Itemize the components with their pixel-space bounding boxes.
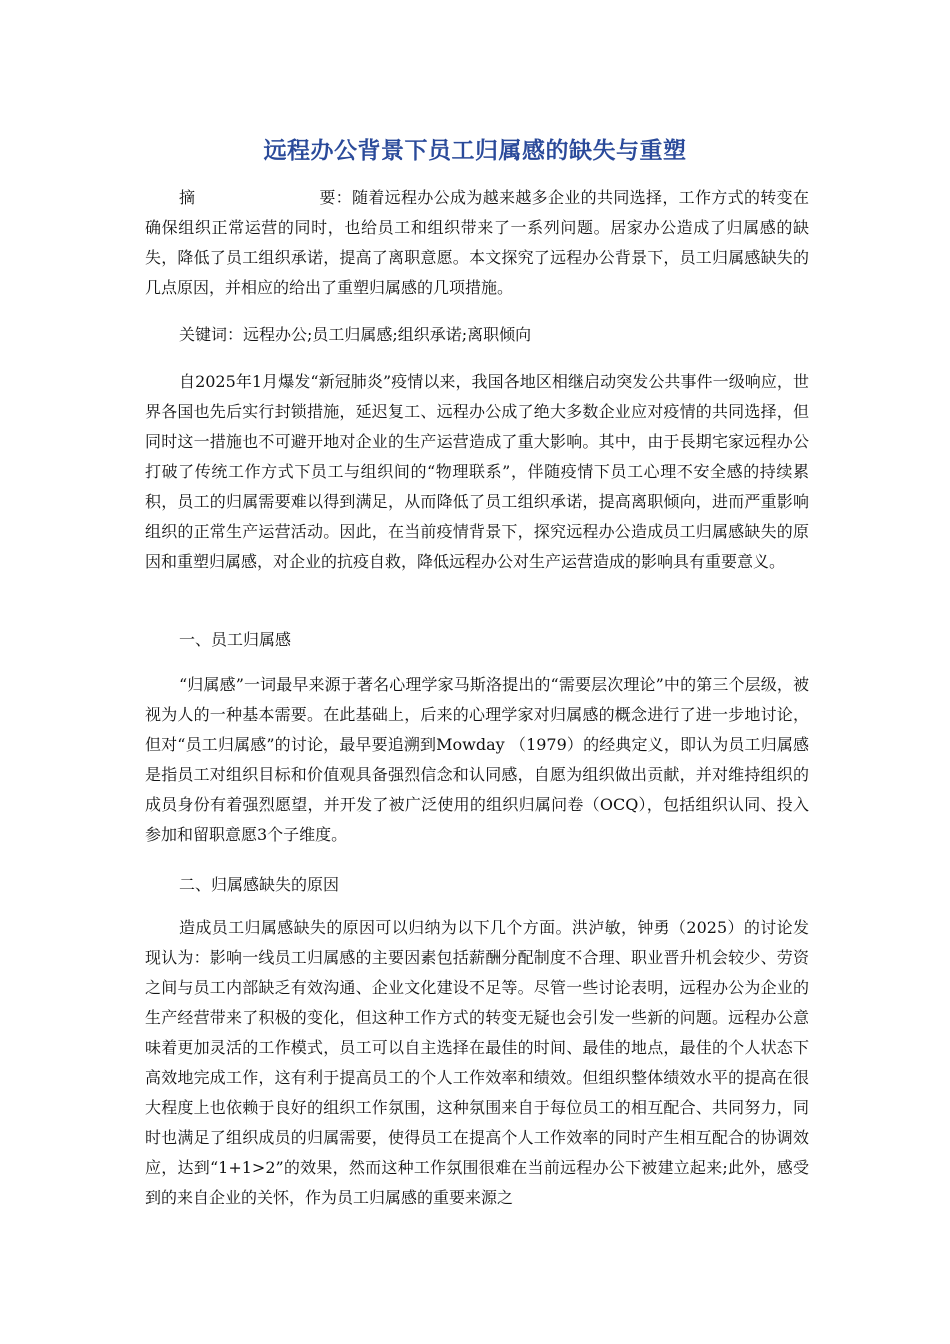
abstract-label-first: 摘: [179, 188, 196, 207]
section-1-paragraph: “归属感”一词最早来源于著名心理学家马斯洛提出的“需要层次理论”中的第三个层级，被视为人的一种基本需要。在此基础上，后来的心理学家对归属感的概念进行了进一步地讨论，但对“员工归属感”的讨论，最早要追溯到Mowday （1979）的经典定义，即认为员工归属感是指员工对组织目标和价值观具备强烈信念和认同感，自愿为组织做出贡献，并对维持组织的成员身份有着强烈愿望，并开发了被广泛使用的组织归属问卷（OCQ），包括组织认同、投入参加和留职意愿3个子维度。: [145, 675, 809, 844]
abstract-paragraph: [145, 183, 809, 303]
intro-paragraph: 自2025年1月爆发“新冠肺炎”疫情以来，我国各地区相继启动突发公共事件一级响应，世界各国也先后实行封锁措施，延迟复工、远程办公成了绝大多数企业应对疫情的共同选择，但同时这一措施也不可避开地对企业的生产运营造成了重大影响。其中，由于長期宅家远程办公打破了传统工作方式下员工与组织间的“物理联系”，伴随疫情下员工心理不安全感的持续累积，员工的归属需要难以得到满足，从而降低了员工组织承诺，提高离职倾向，进而严重影响组织的正常生产运营活动。因此，在当前疫情背景下，探究远程办公造成员工归属感缺失的原因和重塑归属感，对企业的抗疫自救，降低远程办公对生产运营造成的影响具有重要意义。: [145, 372, 809, 571]
paper-title: 远程办公背景下员工归属感的缺失与重塑: [263, 138, 687, 164]
section-heading-2: 二、归属感缺失的原因: [179, 875, 340, 894]
keywords-line: 关键词：远程办公;员工归属感;组织承诺;离职倾向: [179, 325, 532, 344]
abstract-label-second: 要：: [319, 188, 352, 207]
abstract-text: 随着远程办公成为越来越多企业的共同选择，工作方式的转变在确保组织正常运营的同时，也给员工和组织带来了一系列问题。居家办公造成了归属感的缺失，降低了员工组织承诺，提高了离职意愿。本文探究了远程办公背景下，员工归属感缺失的几点原因，并相应的给出了重塑归属感的几项措施。: [145, 188, 809, 297]
section-2-paragraph: 造成员工归属感缺失的原因可以归纳为以下几个方面。洪泸敏，钟勇（2025）的讨论发现认为：影响一线员工归属感的主要因素包括薪酬分配制度不合理、职业晋升机会较少、劳资之间与员工内部缺乏有效沟通、企业文化建设不足等。尽管一些讨论表明，远程办公为企业的生产经营带来了积极的变化，但这种工作方式的转变无疑也会引发一些新的问题。远程办公意味着更加灵活的工作模式，员工可以自主选择在最佳的时间、最佳的地点，最佳的个人状态下高效地完成工作，这有利于提高员工的个人工作效率和绩效。但组织整体绩效水平的提高在很大程度上也依赖于良好的组织工作氛围，这种氛围来自于每位员工的相互配合、共同努力，同时也满足了组织成员的归属需要，使得员工在提高个人工作效率的同时产生相互配合的协调效应，达到“1+1>2”的效果，然而这种工作氛围很难在当前远程办公下被建立起来;此外，感受到的来自企业的关怀，作为员工归属感的重要来源之: [145, 918, 809, 1207]
section-heading-1: 一、员工归属感: [179, 630, 292, 649]
